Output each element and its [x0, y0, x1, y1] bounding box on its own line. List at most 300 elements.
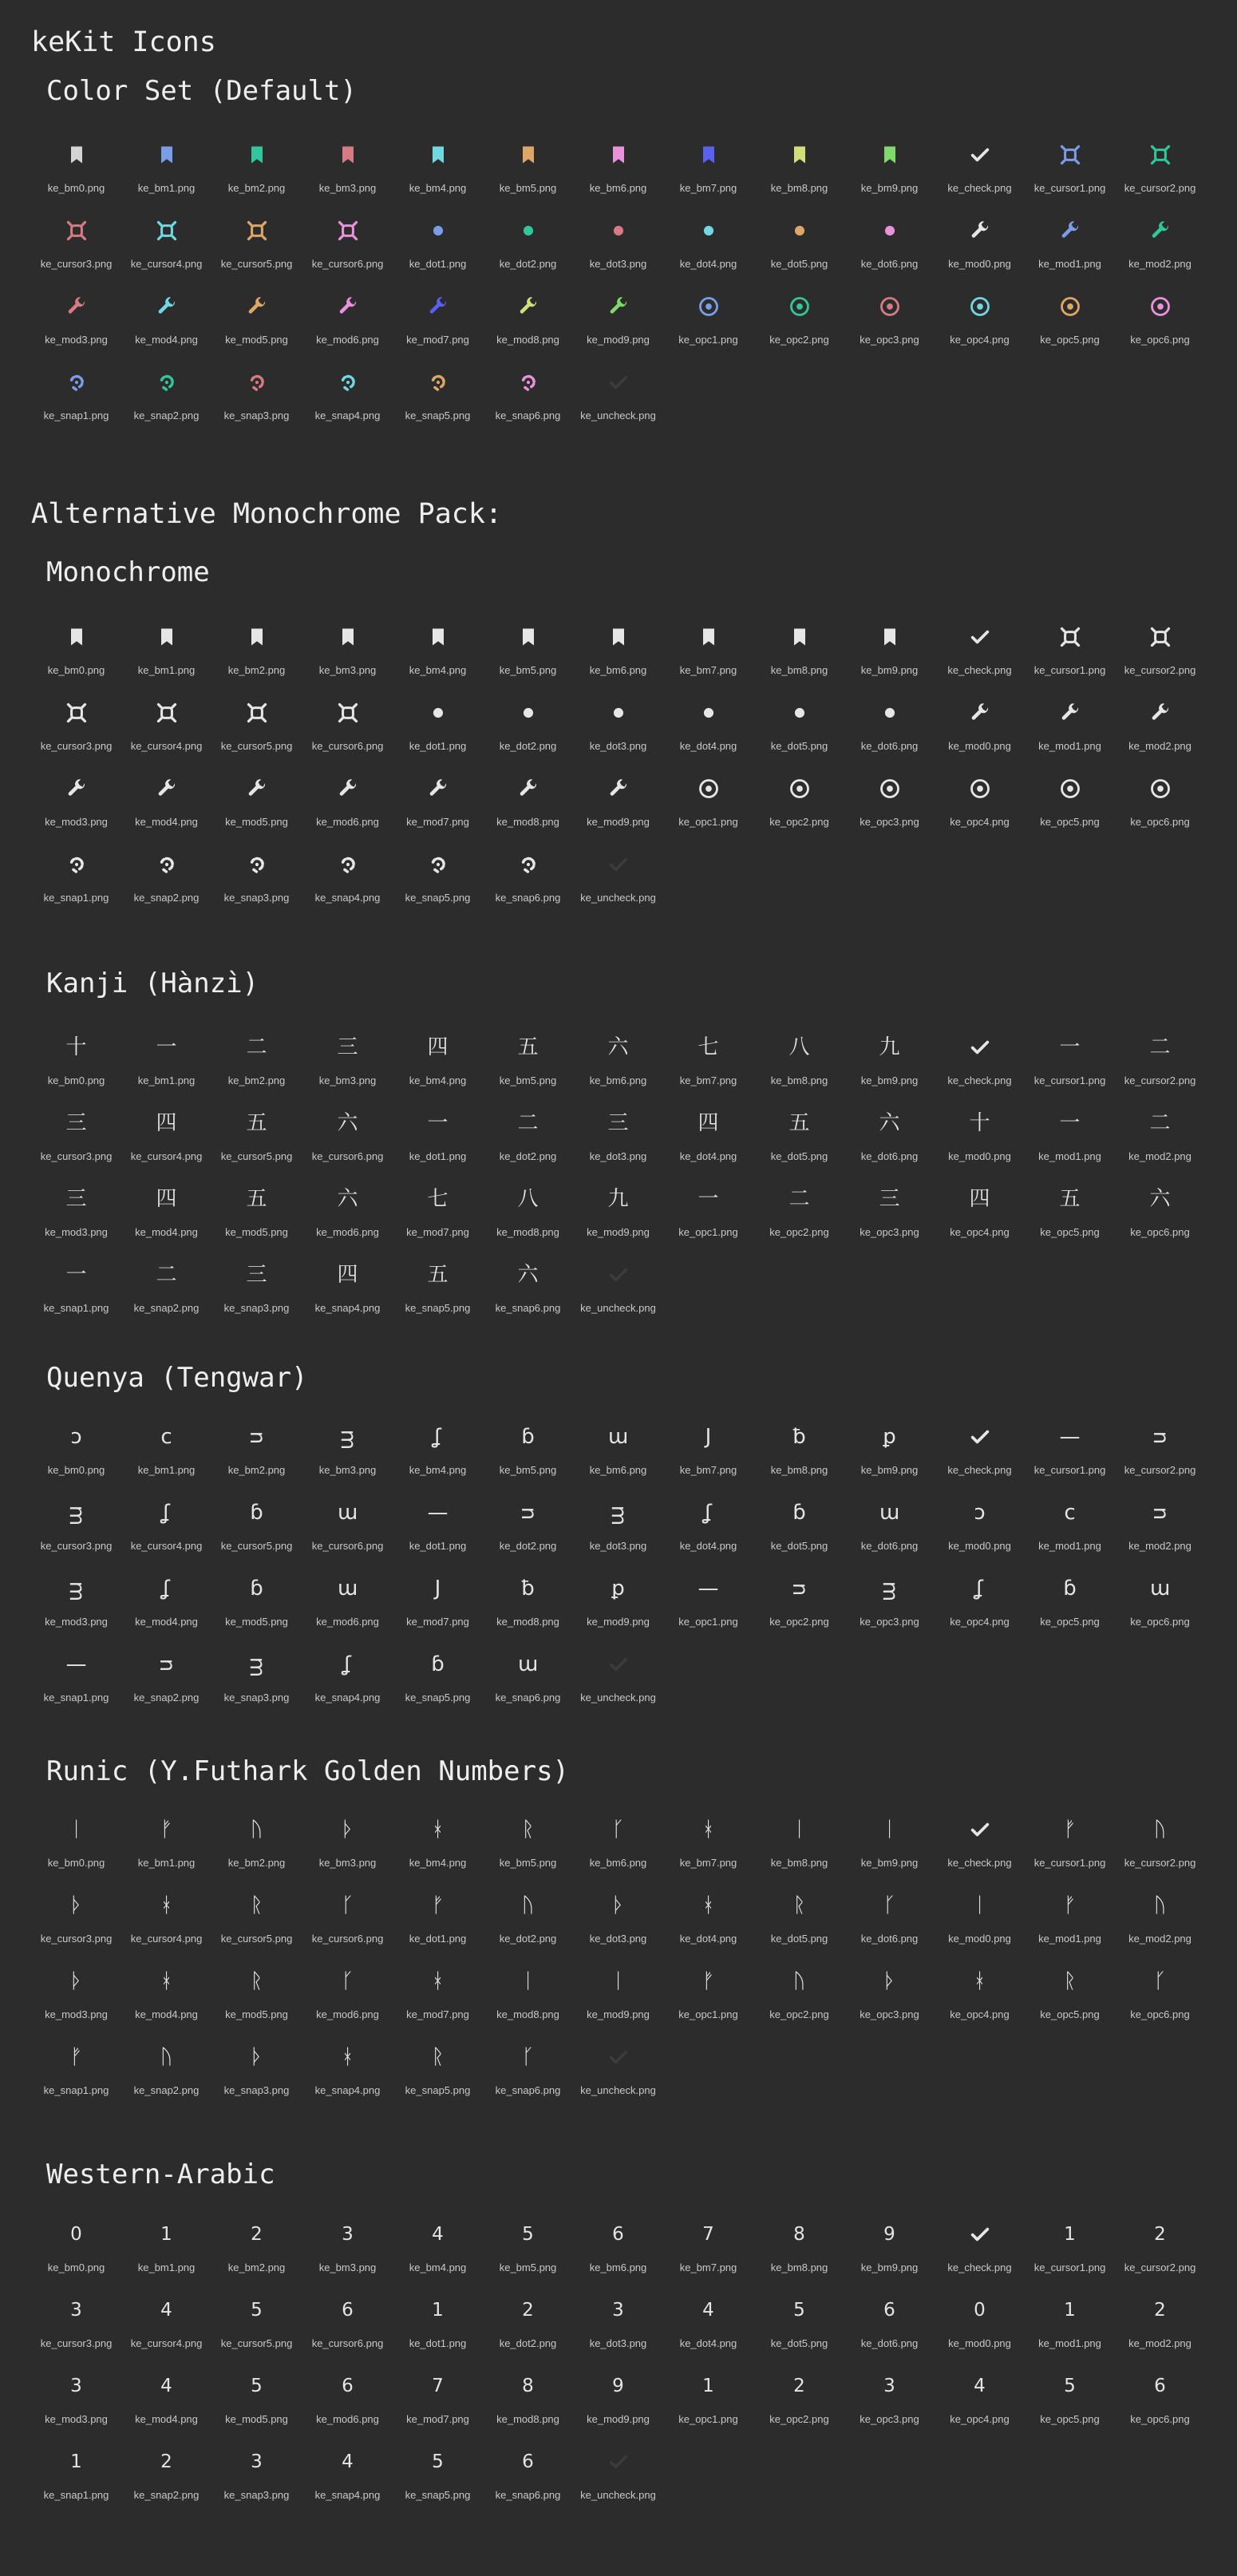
icon-filename-label: ke_snap5.png: [405, 2489, 471, 2501]
glyph-text: ᚠ: [69, 2045, 83, 2069]
glyph-text: 五: [517, 1035, 539, 1059]
glyph-text: ᚠ: [1063, 1818, 1077, 1842]
target-icon: [935, 287, 1025, 326]
icon-cell: [573, 1645, 663, 1717]
glyph-text: ᴟ: [611, 1501, 625, 1525]
glyph-text: ᚼ: [160, 1893, 173, 1917]
icon-filename-label: ke_bm4.png: [409, 1857, 467, 1869]
icon-cell: [121, 845, 211, 917]
glyph-text: ᛁ: [792, 1818, 806, 1842]
icon-cell: [663, 1886, 753, 1958]
icon-cell: [935, 212, 1025, 283]
glyph-text: ᴟ: [69, 1577, 83, 1601]
icon-filename-label: ke_mod4.png: [135, 2008, 198, 2020]
icon-filename-label: ke_mod2.png: [1128, 1933, 1192, 1945]
glyph-icon: [211, 1028, 302, 1066]
wrench-icon: [935, 212, 1025, 250]
glyph-icon: [393, 2215, 483, 2254]
glyph-text: ᚠ: [1063, 1893, 1077, 1917]
icon-cell: [935, 1886, 1025, 1958]
icon-cell: [573, 1886, 663, 1958]
icon-cell: [844, 1494, 935, 1565]
snap-icon: [483, 363, 573, 402]
icon-cell: [211, 136, 302, 208]
icon-cell: [211, 1886, 302, 1958]
icon-cell: [302, 618, 393, 690]
icon-cell: [302, 2367, 393, 2439]
glyph-text: 4: [974, 2376, 986, 2396]
snap-icon: [121, 845, 211, 884]
glyph-text: 3: [70, 2300, 82, 2321]
icon-cell: [393, 212, 483, 283]
icon-cell: [1025, 1886, 1115, 1958]
glyph-icon: [393, 2038, 483, 2076]
icon-filename-label: ke_dot4.png: [679, 2337, 737, 2349]
icon-filename-label: ke_check.png: [947, 664, 1012, 676]
glyph-icon: [393, 2291, 483, 2329]
icon-cell: [483, 2291, 573, 2363]
icon-filename-label: ke_dot3.png: [589, 1150, 647, 1162]
bookmark-icon: [663, 618, 753, 656]
icon-cell: [121, 1494, 211, 1565]
icon-filename-label: ke_snap6.png: [495, 1692, 561, 1703]
glyph-text: 二: [788, 1187, 810, 1211]
wrench-icon: [121, 770, 211, 808]
icon-cell: [31, 1180, 121, 1252]
icon-cell: [573, 1256, 663, 1328]
check-icon: [935, 1028, 1025, 1066]
icon-cell: [393, 1494, 483, 1565]
icon-cell: [1025, 287, 1115, 359]
glyph-text: ϲ: [160, 1425, 172, 1449]
glyph-icon: [663, 1104, 753, 1142]
icon-filename-label: ke_dot3.png: [589, 258, 647, 270]
glyph-icon: [663, 1418, 753, 1456]
icon-cell: [302, 2443, 393, 2515]
glyph-icon: [1025, 1028, 1115, 1066]
glyph-icon: [844, 1028, 935, 1066]
glyph-icon: [483, 1645, 573, 1684]
icon-cell: [31, 136, 121, 208]
glyph-icon: [935, 1569, 1025, 1608]
glyph-text: 2: [1154, 2300, 1166, 2321]
glyph-icon: [573, 1028, 663, 1066]
icon-cell: [302, 770, 393, 841]
icon-cell: [663, 212, 753, 283]
icon-cell: [31, 212, 121, 283]
icon-filename-label: ke_mod6.png: [316, 1226, 379, 1238]
icon-cell: [1025, 1810, 1115, 1882]
icon-cell: [121, 1645, 211, 1717]
glyph-icon: [31, 1962, 121, 2000]
icon-cell: [302, 2215, 393, 2287]
icon-cell: [483, 1494, 573, 1565]
glyph-text: ᴝ: [158, 1652, 175, 1676]
glyph-text: 6: [1154, 2376, 1166, 2396]
glyph-icon: [121, 1256, 211, 1294]
dot-icon: [663, 212, 753, 250]
dot-icon: [483, 212, 573, 250]
icon-cell: [573, 694, 663, 766]
icon-cell: [211, 1028, 302, 1100]
icon-cell: [31, 1645, 121, 1717]
icon-filename-label: ke_check.png: [947, 182, 1012, 194]
icon-filename-label: ke_bm6.png: [589, 1464, 647, 1476]
icon-filename-label: ke_snap3.png: [223, 1692, 290, 1703]
glyph-text: 1: [1064, 2224, 1076, 2245]
wrench-icon: [1025, 212, 1115, 250]
glyph-text: ᚦ: [69, 1893, 83, 1917]
icon-filename-label: ke_opc2.png: [769, 816, 829, 828]
icon-filename-label: ke_bm0.png: [47, 182, 105, 194]
glyph-text: —: [1059, 1425, 1081, 1449]
icon-filename-label: ke_snap6.png: [495, 2084, 561, 2096]
icon-cell: [393, 287, 483, 359]
glyph-text: ɔ: [70, 1425, 82, 1449]
glyph-text: 0: [70, 2224, 82, 2245]
icon-filename-label: ke_dot5.png: [770, 740, 828, 752]
glyph-text: 六: [1149, 1187, 1171, 1211]
icon-filename-label: ke_mod3.png: [45, 2008, 108, 2020]
cursor-icon: [1025, 136, 1115, 174]
icon-cell: [483, 1104, 573, 1176]
icon-cell: [844, 1962, 935, 2034]
section-title-color-set: Color Set (Default): [46, 75, 357, 107]
glyph-text: 二: [1149, 1111, 1171, 1135]
icon-cell: [483, 1569, 573, 1641]
glyph-icon: [1025, 1569, 1115, 1608]
icon-cell: [302, 1104, 393, 1176]
icon-filename-label: ke_mod3.png: [45, 1226, 108, 1238]
section-title-western-arabic: Western-Arabic: [46, 2159, 275, 2190]
icon-cell: [31, 1810, 121, 1882]
wrench-icon: [211, 770, 302, 808]
icon-filename-label: ke_snap4.png: [314, 1692, 381, 1703]
icon-filename-label: ke_mod7.png: [406, 1616, 469, 1628]
icon-filename-label: ke_snap5.png: [405, 2084, 471, 2096]
glyph-text: 7: [432, 2376, 444, 2396]
icon-filename-label: ke_mod4.png: [135, 1616, 198, 1628]
icon-filename-label: ke_bm9.png: [860, 182, 919, 194]
glyph-text: 4: [432, 2224, 444, 2245]
glyph-icon: [393, 2443, 483, 2481]
glyph-icon: [302, 1810, 393, 1849]
glyph-icon: [935, 1962, 1025, 2000]
icon-filename-label: ke_dot3.png: [589, 1933, 647, 1945]
icon-cell: [121, 1256, 211, 1328]
glyph-icon: [31, 2291, 121, 2329]
icon-filename-label: ke_snap5.png: [405, 410, 471, 421]
icon-cell: [1115, 618, 1205, 690]
glyph-icon: [663, 1810, 753, 1849]
icon-filename-label: ke_snap6.png: [495, 892, 561, 904]
wrench-icon: [121, 287, 211, 326]
glyph-text: 三: [879, 1187, 900, 1211]
icon-cell: [754, 1418, 844, 1490]
icon-filename-label: ke_snap2.png: [133, 410, 200, 421]
icon-filename-label: ke_bm5.png: [499, 1074, 557, 1086]
glyph-text: 八: [788, 1035, 810, 1059]
icon-filename-label: ke_mod2.png: [1128, 1150, 1192, 1162]
icon-filename-label: ke_cursor1.png: [1033, 1857, 1106, 1869]
icon-cell: [1115, 1962, 1205, 2034]
icon-cell: [121, 1810, 211, 1882]
glyph-icon: [483, 1962, 573, 2000]
glyph-icon: [573, 1810, 663, 1849]
target-icon: [754, 287, 844, 326]
glyph-text: 8: [522, 2376, 534, 2396]
glyph-text: 九: [607, 1187, 629, 1211]
glyph-icon: [754, 1494, 844, 1532]
glyph-icon: [573, 1569, 663, 1608]
glyph-text: 四: [156, 1111, 177, 1135]
glyph-text: ᴟ: [69, 1501, 83, 1525]
glyph-text: ᚱ: [250, 1969, 263, 1993]
icon-cell: [573, 1180, 663, 1252]
icon-cell: [31, 1886, 121, 1958]
glyph-icon: [483, 1810, 573, 1849]
glyph-text: ɓ: [792, 1501, 806, 1525]
glyph-text: ᚠ: [701, 1969, 715, 1993]
glyph-text: 二: [246, 1035, 267, 1059]
glyph-text: 8: [793, 2224, 805, 2245]
icon-filename-label: ke_dot3.png: [589, 2337, 647, 2349]
icon-filename-label: ke_mod8.png: [496, 2413, 559, 2425]
icon-filename-label: ke_dot6.png: [860, 258, 919, 270]
icon-filename-label: ke_opc1.png: [678, 2413, 738, 2425]
glyph-text: 四: [156, 1187, 177, 1211]
icon-filename-label: ke_dot5.png: [770, 1540, 828, 1552]
icon-filename-label: ke_cursor5.png: [220, 258, 293, 270]
glyph-text: ɯ: [337, 1501, 358, 1525]
glyph-icon: [935, 2291, 1025, 2329]
glyph-text: ʆ: [163, 1577, 170, 1601]
icon-filename-label: ke_snap4.png: [314, 2084, 381, 2096]
icon-filename-label: ke_opc2.png: [769, 1226, 829, 1238]
icon-filename-label: ke_dot1.png: [409, 1933, 467, 1945]
icon-cell: [935, 1418, 1025, 1490]
glyph-icon: [1115, 1028, 1205, 1066]
icon-filename-label: ke_mod4.png: [135, 1226, 198, 1238]
icon-cell: [211, 770, 302, 841]
icon-cell: [483, 770, 573, 841]
icon-cell: [302, 1569, 393, 1641]
icon-cell: [211, 2291, 302, 2363]
icon-cell: [754, 136, 844, 208]
icon-filename-label: ke_snap1.png: [43, 2489, 109, 2501]
icon-filename-label: ke_bm9.png: [860, 2261, 919, 2273]
icon-cell: [31, 2443, 121, 2515]
glyph-icon: [393, 1028, 483, 1066]
icon-cell: [393, 1810, 483, 1882]
glyph-icon: [121, 1104, 211, 1142]
icon-filename-label: ke_mod6.png: [316, 816, 379, 828]
icon-filename-label: ke_snap2.png: [133, 1302, 200, 1314]
cursor-icon: [1025, 618, 1115, 656]
icon-cell: [935, 618, 1025, 690]
icon-filename-label: ke_snap5.png: [405, 892, 471, 904]
glyph-text: 五: [246, 1187, 267, 1211]
wrench-icon: [483, 770, 573, 808]
glyph-icon: [1115, 2215, 1205, 2254]
icon-filename-label: ke_bm1.png: [137, 182, 196, 194]
cursor-icon: [121, 694, 211, 732]
glyph-text: ᛁ: [883, 1818, 896, 1842]
icon-cell: [754, 1886, 844, 1958]
glyph-text: ɓ: [250, 1501, 263, 1525]
icon-cell: [1115, 212, 1205, 283]
icon-filename-label: ke_opc2.png: [769, 2413, 829, 2425]
glyph-icon: [211, 1645, 302, 1684]
icon-cell: [844, 1886, 935, 1958]
icon-filename-label: ke_mod0.png: [948, 1150, 1011, 1162]
section-title-quenya: Quenya (Tengwar): [46, 1362, 308, 1394]
icon-filename-label: ke_dot6.png: [860, 1150, 919, 1162]
wrench-icon: [393, 770, 483, 808]
glyph-icon: [573, 1104, 663, 1142]
glyph-icon: [483, 2367, 573, 2405]
icon-cell: [393, 1645, 483, 1717]
bookmark-icon: [754, 136, 844, 174]
icon-filename-label: ke_cursor6.png: [311, 2337, 384, 2349]
glyph-icon: [121, 1180, 211, 1218]
icon-cell: [935, 2291, 1025, 2363]
icon-filename-label: ke_bm5.png: [499, 1857, 557, 1869]
glyph-text: 六: [879, 1111, 900, 1135]
icon-filename-label: ke_snap3.png: [223, 410, 290, 421]
glyph-icon: [483, 2038, 573, 2076]
icon-filename-label: ke_mod7.png: [406, 2413, 469, 2425]
glyph-text: 四: [337, 1263, 358, 1287]
glyph-text: 0: [974, 2300, 986, 2321]
icon-filename-label: ke_opc2.png: [769, 2008, 829, 2020]
icon-filename-label: ke_cursor5.png: [220, 1540, 293, 1552]
glyph-text: ᚱ: [792, 1893, 806, 1917]
glyph-icon: [121, 1569, 211, 1608]
target-icon: [663, 770, 753, 808]
icon-cell: [1115, 1104, 1205, 1176]
uncheck-icon: [573, 1256, 663, 1294]
snap-icon: [393, 363, 483, 402]
icon-filename-label: ke_dot1.png: [409, 740, 467, 752]
glyph-text: ᚢ: [160, 2045, 173, 2069]
icon-filename-label: ke_bm6.png: [589, 1857, 647, 1869]
glyph-text: 3: [883, 2376, 895, 2396]
dot-icon: [844, 694, 935, 732]
icon-cell: [663, 1494, 753, 1565]
glyph-text: ᚢ: [1153, 1893, 1167, 1917]
icon-filename-label: ke_mod9.png: [587, 1226, 650, 1238]
icon-filename-label: ke_check.png: [947, 1857, 1012, 1869]
wrench-icon: [935, 694, 1025, 732]
glyph-icon: [663, 1886, 753, 1925]
icon-filename-label: ke_mod9.png: [587, 2008, 650, 2020]
icon-cell: [302, 694, 393, 766]
icon-cell: [483, 2443, 573, 2515]
icon-filename-label: ke_cursor2.png: [1124, 664, 1196, 676]
icon-filename-label: ke_bm1.png: [137, 1857, 196, 1869]
icon-filename-label: ke_bm8.png: [770, 2261, 828, 2273]
icon-cell: [844, 2291, 935, 2363]
glyph-icon: [121, 2367, 211, 2405]
icon-cell: [393, 136, 483, 208]
check-icon: [935, 2215, 1025, 2254]
bookmark-icon: [211, 618, 302, 656]
target-icon: [754, 770, 844, 808]
glyph-text: 五: [788, 1111, 810, 1135]
dot-icon: [754, 694, 844, 732]
target-icon: [1025, 287, 1115, 326]
glyph-icon: [1115, 1886, 1205, 1925]
icon-filename-label: ke_cursor2.png: [1124, 1074, 1196, 1086]
icon-filename-label: ke_bm2.png: [227, 182, 286, 194]
icon-filename-label: ke_mod7.png: [406, 816, 469, 828]
icon-filename-label: ke_uncheck.png: [580, 410, 656, 421]
icon-filename-label: ke_mod3.png: [45, 816, 108, 828]
icon-filename-label: ke_mod9.png: [587, 1616, 650, 1628]
icon-cell: [1115, 2367, 1205, 2439]
icon-cell: [121, 618, 211, 690]
bookmark-icon: [393, 136, 483, 174]
icon-filename-label: ke_opc2.png: [769, 334, 829, 346]
glyph-text: 六: [337, 1111, 358, 1135]
icon-filename-label: ke_opc1.png: [678, 334, 738, 346]
icon-cell: [211, 1569, 302, 1641]
glyph-text: ƀ: [521, 1577, 535, 1601]
snap-icon: [121, 363, 211, 402]
glyph-text: J: [705, 1425, 712, 1449]
glyph-text: ϲ: [1064, 1501, 1076, 1525]
glyph-text: ᴟ: [250, 1652, 263, 1676]
icon-filename-label: ke_snap6.png: [495, 1302, 561, 1314]
icon-filename-label: ke_snap3.png: [223, 2084, 290, 2096]
glyph-text: 9: [883, 2224, 895, 2245]
glyph-icon: [754, 2215, 844, 2254]
glyph-icon: [1025, 2215, 1115, 2254]
icon-filename-label: ke_bm5.png: [499, 2261, 557, 2273]
glyph-icon: [935, 1104, 1025, 1142]
icon-cell: [121, 2367, 211, 2439]
icon-cell: [663, 618, 753, 690]
icon-cell: [211, 694, 302, 766]
icon-cell: [121, 1886, 211, 1958]
icon-filename-label: ke_mod5.png: [225, 2008, 288, 2020]
icon-filename-label: ke_bm3.png: [318, 2261, 377, 2273]
icon-filename-label: ke_mod4.png: [135, 334, 198, 346]
dot-icon: [754, 212, 844, 250]
glyph-icon: [211, 1962, 302, 2000]
icon-cell: [31, 2215, 121, 2287]
icon-cell: [1115, 1180, 1205, 1252]
cursor-icon: [302, 694, 393, 732]
icon-filename-label: ke_bm3.png: [318, 1074, 377, 1086]
icon-cell: [573, 363, 663, 435]
glyph-icon: [1115, 1104, 1205, 1142]
icon-filename-label: ke_bm4.png: [409, 1464, 467, 1476]
glyph-text: 7: [702, 2224, 714, 2245]
icon-filename-label: ke_opc3.png: [860, 1616, 919, 1628]
icon-cell: [754, 212, 844, 283]
icon-cell: [754, 287, 844, 359]
icon-cell: [393, 618, 483, 690]
glyph-icon: [302, 1104, 393, 1142]
icon-cell: [1025, 136, 1115, 208]
icon-cell: [663, 136, 753, 208]
glyph-icon: [211, 1810, 302, 1849]
icon-filename-label: ke_mod8.png: [496, 1226, 559, 1238]
icon-cell: [754, 1180, 844, 1252]
icon-cell: [211, 212, 302, 283]
